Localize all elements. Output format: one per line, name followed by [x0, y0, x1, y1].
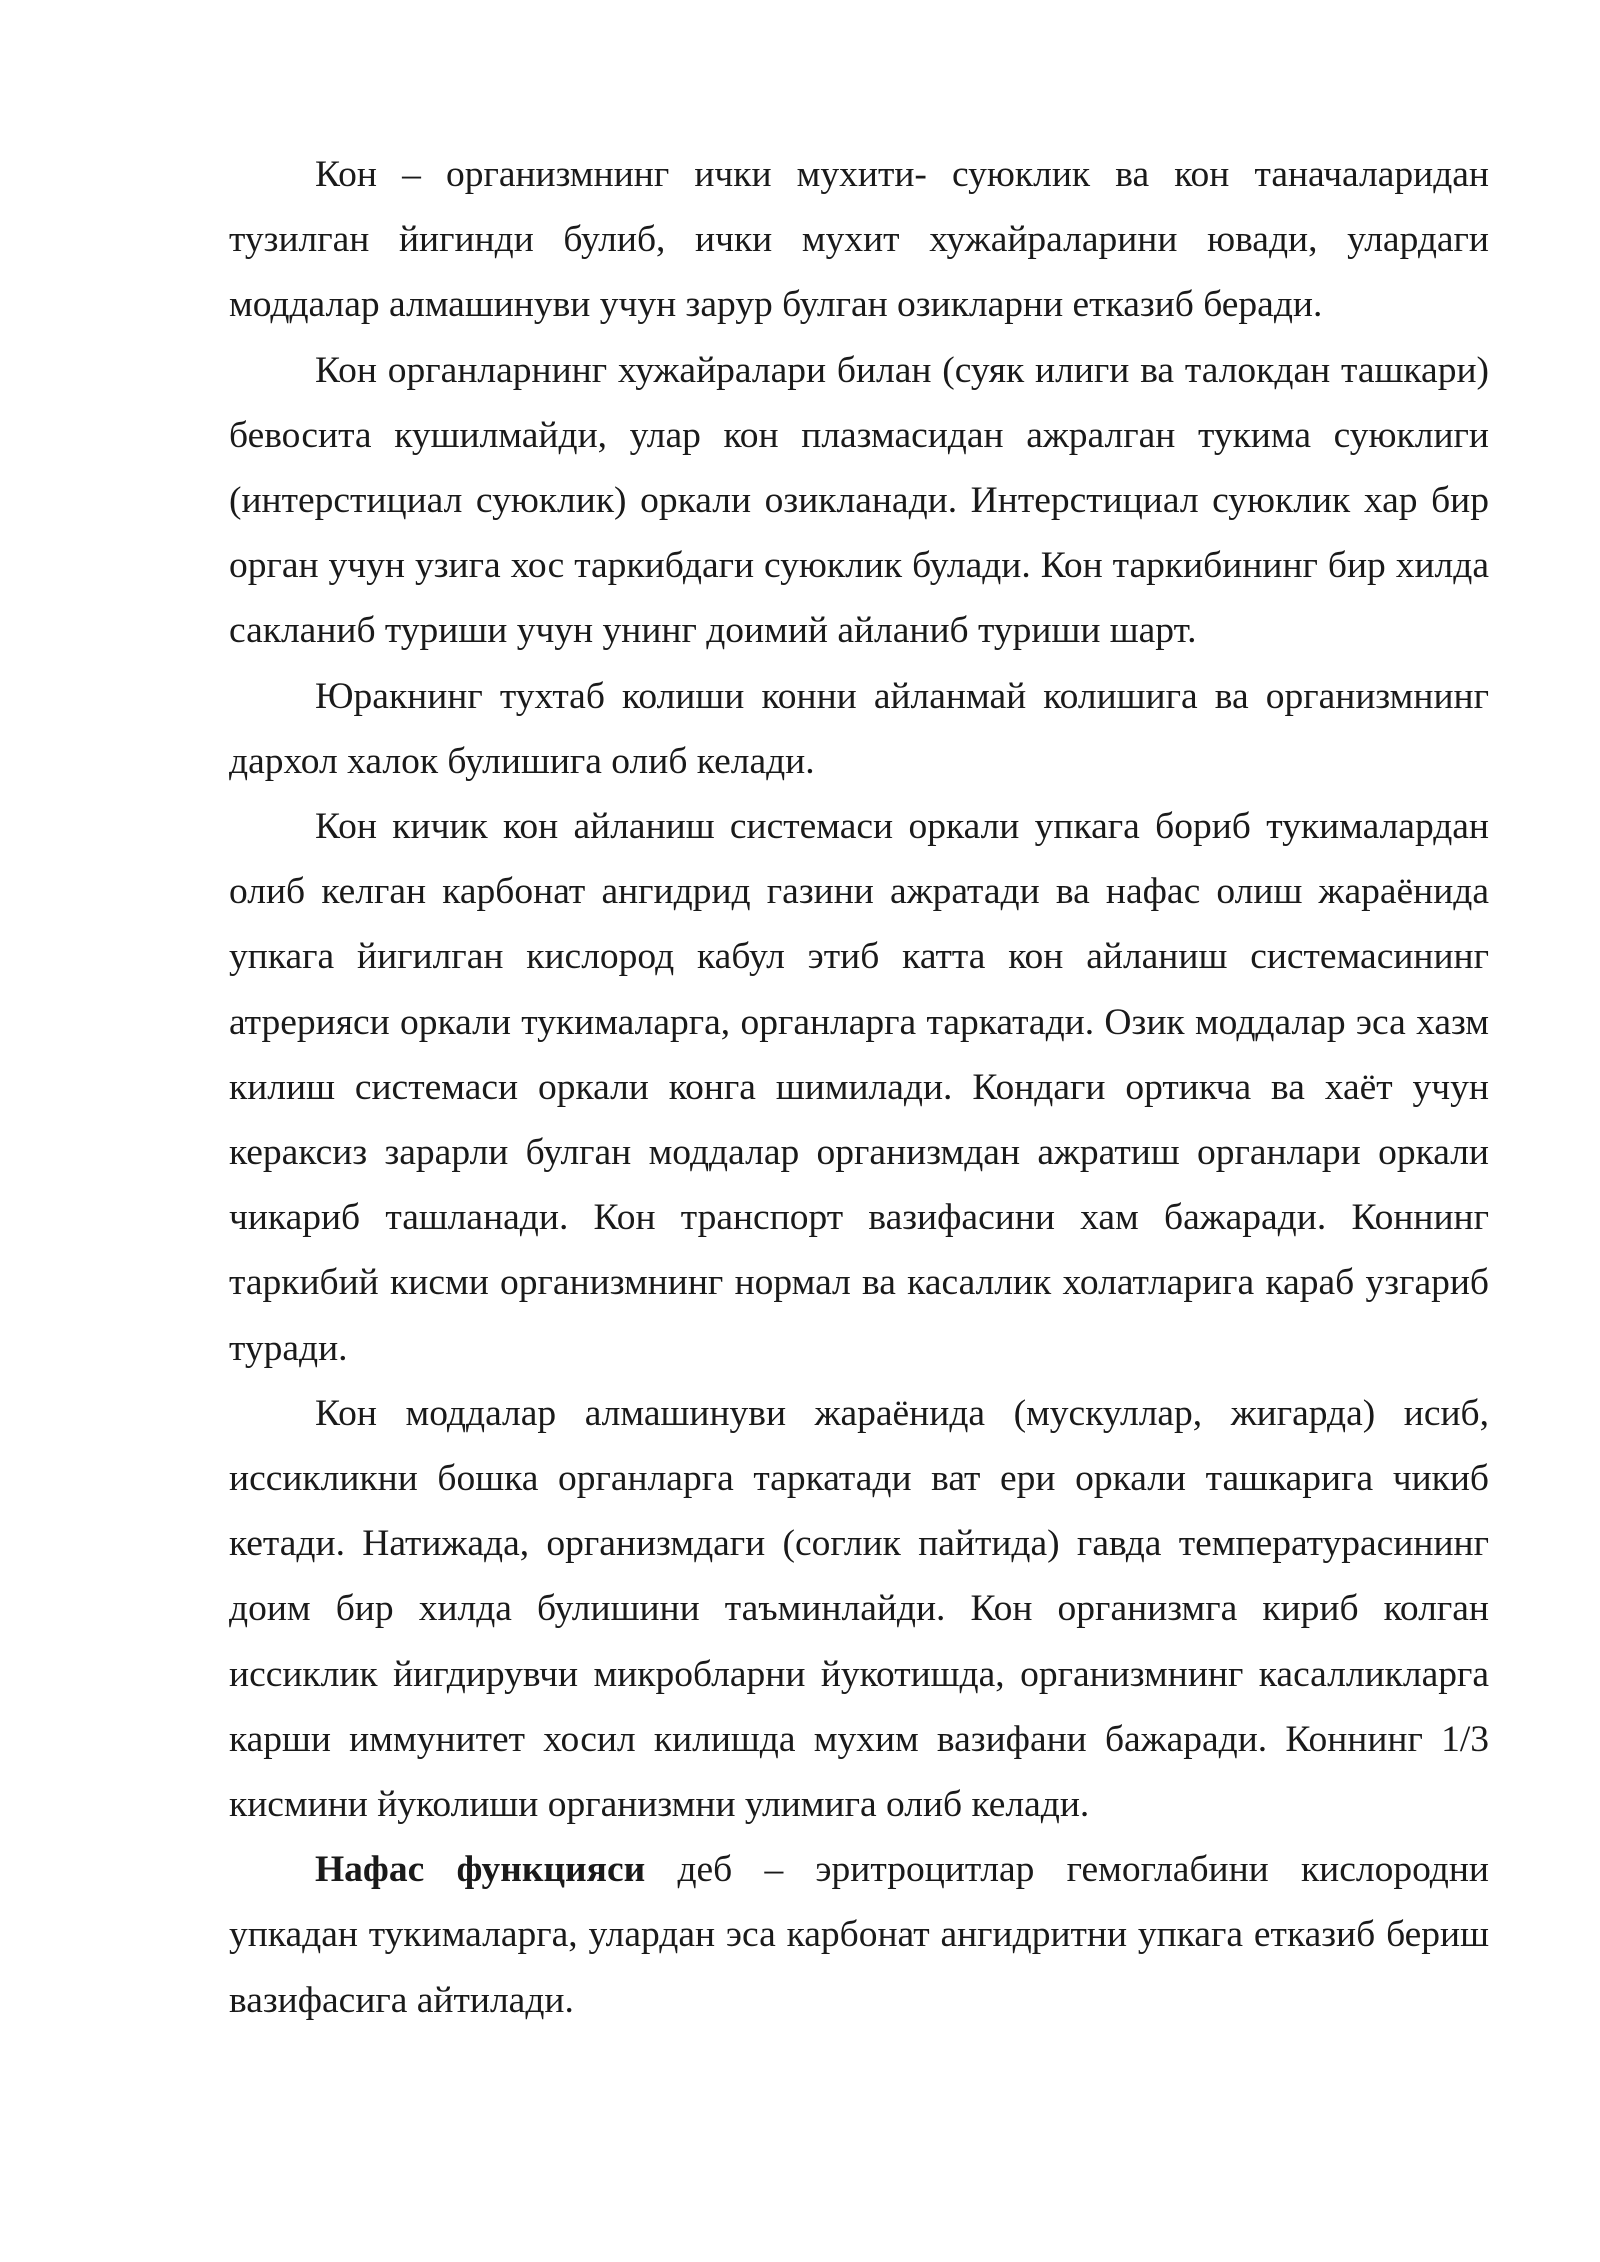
paragraph-text: Кон – организмнинг ички мухити- суюклик ва кон таначаларидан тузилган йигинди булиб, ички мухит хужайраларини ювади, улардаги моддалар алмашинуви учун зарур булган озикларни етказиб беради. [229, 154, 1489, 326]
paragraph-text: Кон моддалар алмашинуви жараёнида (мускуллар, жигарда) исиб, иссикликни бошка органларга таркатади ват ери оркали ташкарига чикиб кетади. Натижада, организмдаги (соглик пайтида) гавда температурасининг доим бир хилда булишини таъминлайди. Кон организмга кириб колган иссиклик йигдирувчи микробларни йукотишда, организмнинг касалликларга карши иммунитет хосил килишда мухим вазифани бажаради. Коннинг 1/3 кисмини йуколиши организмни улимига олиб келади. [229, 1392, 1489, 1826]
paragraph-heat-immunity [229, 1381, 1489, 1837]
paragraph-interstitial-fluid [229, 338, 1489, 664]
paragraph-text: Кон кичик кон айланиш системаси оркали упкага бориб тукималардан олиб келган карбонат ангидрид газини ажратади ва нафас олиш жараёнида упкага йигилган кислород кабул этиб катта кон айланиш системасининг атрерияси оркали тукималарга, органларга таркатади. Озик моддалар эса хазм килиш системаси оркали конга шимилади. Кондаги ортикча ва хаёт учун кераксиз зарарли булган моддалар организмдан ажратиш органлари оркали чикариб ташланади. Кон транспорт вазифасини хам бажаради. Коннинг таркибий кисми организмнинг нормал ва касаллик холатларига караб узгариб туради. [229, 806, 1489, 1369]
paragraph-blood-definition [229, 142, 1489, 338]
paragraph-text: деб – эритроцитлар гемоглабини кислородни упкадан тукималарга, улардан эса карбонат ангидритни упкага етказиб бериш вазифасига айтилади. [229, 1849, 1489, 2021]
paragraph-text: Кон органларнинг хужайралари билан (суяк илиги ва талокдан ташкари) бевосита кушилмайди, улар кон плазмасидан ажралган тукима суюклиги (интерстициал суюклик) оркали озикланади. Интерстициал суюклик хар бир орган учун узига хос таркибдаги суюклик булади. Кон таркибининг бир хилда сакланиб туриши учун унинг доимий айланиб туриши шарт. [229, 349, 1489, 652]
paragraph-text: Юракнинг тухтаб колиши конни айланмай колишига ва организмнинг дархол халок булишига олиб келади. [229, 675, 1489, 782]
paragraph-heart-stop [229, 664, 1489, 794]
paragraph-respiratory-function [229, 1837, 1489, 2033]
document-page [229, 142, 1489, 2033]
term-respiratory-function: Нафас функцияси [315, 1849, 646, 1891]
paragraph-circulation-transport [229, 794, 1489, 1381]
